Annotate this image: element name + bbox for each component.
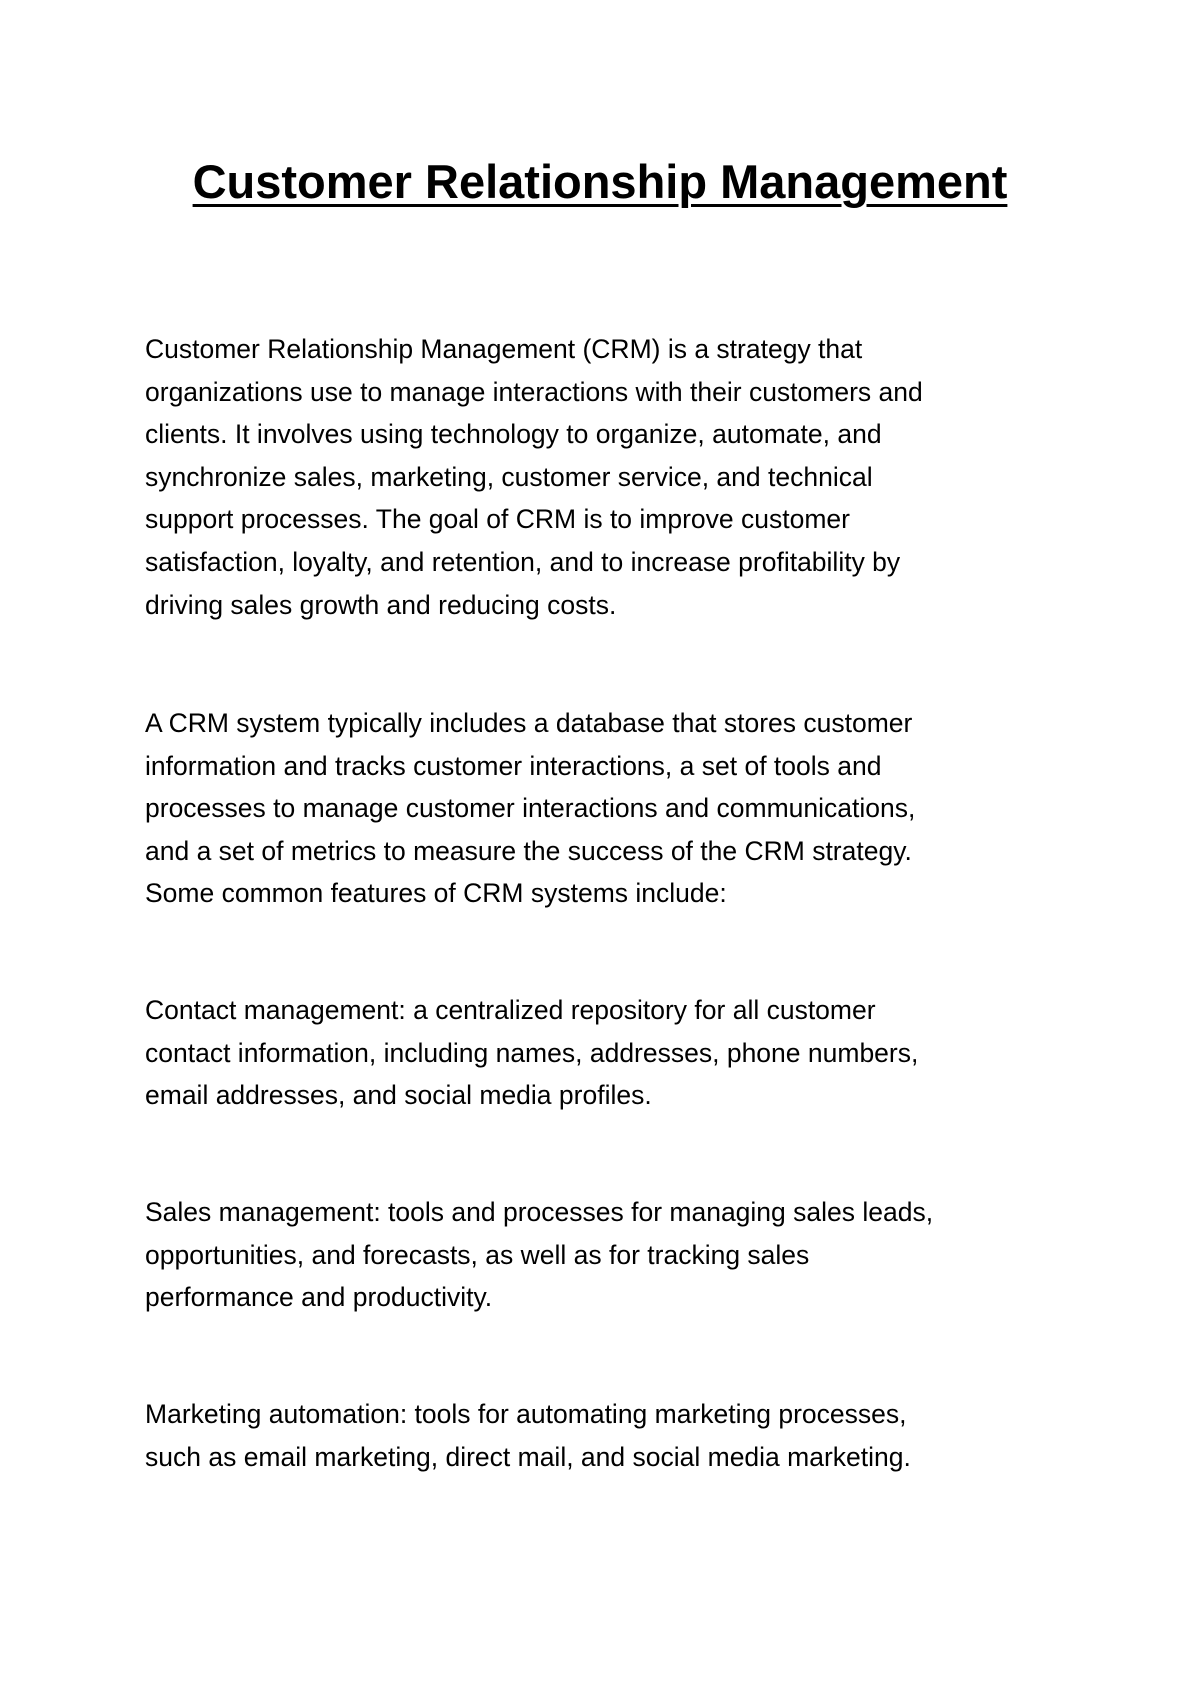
paragraph-line: Sales management: tools and processes for managing sales leads, <box>145 1197 934 1227</box>
paragraph-line: Customer Relationship Management (CRM) is a strategy that <box>145 334 863 364</box>
paragraph-line: processes to manage customer interactions and communications, <box>145 793 916 824</box>
paragraph-line: organizations use to manage interactions with their customers and <box>145 376 923 407</box>
paragraph-line: information and tracks customer interactions, a set of tools and <box>145 750 882 781</box>
paragraph-line: synchronize sales, marketing, customer service, and technical <box>145 461 873 492</box>
paragraph-sales-management <box>145 1191 1045 1319</box>
paragraph-line: contact information, including names, addresses, phone numbers, <box>145 1037 919 1068</box>
paragraph-line: A CRM system typically includes a database that stores customer <box>145 708 913 738</box>
paragraph-crm-system <box>145 702 1045 915</box>
paragraph-crm-definition <box>145 328 1045 626</box>
paragraph-line: Marketing automation: tools for automating marketing processes, <box>145 1399 907 1429</box>
paragraph-contact-management <box>145 989 1045 1117</box>
paragraph-line: performance and productivity. <box>145 1282 493 1313</box>
paragraph-line: clients. It involves using technology to organize, automate, and <box>145 419 882 450</box>
paragraph-line: driving sales growth and reducing costs. <box>145 589 617 620</box>
document-title: Customer Relationship Management <box>192 155 1008 208</box>
paragraph-line: opportunities, and forecasts, as well as for tracking sales <box>145 1239 810 1270</box>
paragraph-line: such as email marketing, direct mail, and social media marketing. <box>145 1441 911 1472</box>
paragraph-marketing-automation <box>145 1393 1045 1478</box>
paragraph-line: support processes. The goal of CRM is to improve customer <box>145 504 850 535</box>
paragraph-line: and a set of metrics to measure the success of the CRM strategy. <box>145 835 912 866</box>
paragraph-line: Contact management: a centralized repository for all customer <box>145 995 876 1025</box>
paragraph-line: satisfaction, loyalty, and retention, and to increase profitability by <box>145 546 901 577</box>
paragraph-line: email addresses, and social media profiles. <box>145 1080 652 1111</box>
paragraph-line: Some common features of CRM systems include: <box>145 878 727 909</box>
